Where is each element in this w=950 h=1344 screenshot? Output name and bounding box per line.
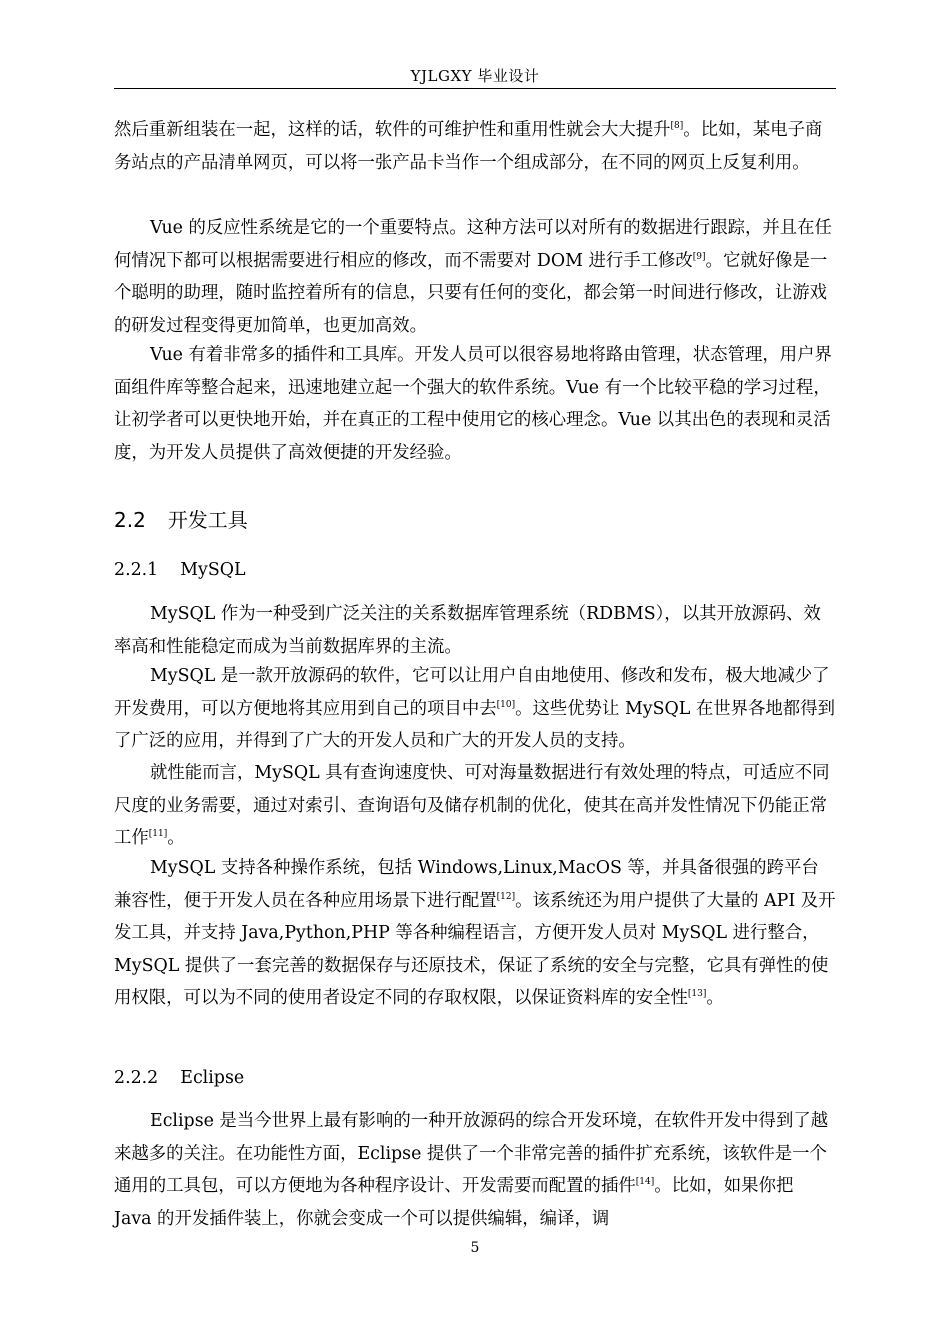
page-header-title: YJLGXY 毕业设计 xyxy=(410,67,540,85)
paragraph xyxy=(114,660,836,758)
citation: [12] xyxy=(496,891,516,902)
paragraph-text: 。比如，某电子商务站点的产品清单网页，可以将一张产品卡当作一个组成部分，在不同的网页上反复利用。 xyxy=(114,120,823,173)
paragraph-text: 。 xyxy=(167,828,185,849)
paragraph xyxy=(114,852,836,1015)
subsection-title: MySQL xyxy=(180,560,246,580)
paragraph-text: MySQL 支持各种操作系统，包括 Windows,Linux,MacOS 等，并具备很强的跨平台兼容性，便于开发人员在各种应用场景下进行配置 xyxy=(114,858,819,911)
citation: [10] xyxy=(496,699,516,710)
paragraph-text: 。它就好像是一个聪明的助理，随时监控着所有的信息，只要有任何的变化，都会第一时间进行修改，让游戏的研发过程变得更加简单，也更加高效。 xyxy=(114,250,828,336)
citation: [8] xyxy=(670,121,684,131)
paragraph-text: 。这些优势让 MySQL 在世界各地都得到了广泛的应用，并得到了广大的开发人员和广大的开发人员的支持。 xyxy=(114,698,835,752)
header-rule xyxy=(114,88,836,89)
paragraph xyxy=(114,212,836,342)
paragraph-text: 然后重新组装在一起，这样的话，软件的可维护性和重用性就会大大提升 xyxy=(114,120,671,140)
paragraph-text: 。 xyxy=(706,988,724,1009)
section-title: 开发工具 xyxy=(167,508,248,532)
paragraph xyxy=(114,1105,836,1235)
paragraph-text: 。比如，如果你把 Java 的开发插件装上，你就会变成一个可以提供编辑，编译，调 xyxy=(114,1176,794,1229)
paragraph-text: MySQL 是一款开放源码的软件，它可以让用户自由地使用、修改和发布，极大地减少了开发费用，可以方便地将其应用到自己的项目中去 xyxy=(114,666,830,719)
paragraph-text: 就性能而言，MySQL 具有查询速度快、可对海量数据进行有效处理的特点，可适应不同尺度的业务需要，通过对索引、查询语句及储存机制的优化，使其在高并发性情况下仍能正常工作 xyxy=(114,763,830,849)
section-number: 2.2 xyxy=(114,508,146,532)
subsection-heading-eclipse xyxy=(114,1064,244,1092)
page-number: 5 xyxy=(470,1240,480,1256)
citation: [9] xyxy=(692,251,706,262)
paragraph-text: MySQL 作为一种受到广泛关注的关系数据库管理系统（RDBMS），以其开放源码、效率高和性能稳定而成为当前数据库界的主流。 xyxy=(114,604,821,657)
citation: [14] xyxy=(635,1177,655,1188)
citation: [11] xyxy=(148,829,168,840)
paragraph-text: Vue 的反应性系统是它的一个重要特点。这种方法可以对所有的数据进行跟踪，并且在任何情况下都可以根据需要进行相应的修改，而不需要对 DOM 进行手工修改 xyxy=(114,218,832,271)
subsection-heading-mysql xyxy=(114,556,246,584)
paragraph-text: Vue 有着非常多的插件和工具库。开发人员可以很容易地将路由管理，状态管理，用户界面组件库等整合起来，迅速地建立起一个强大的软件系统。Vue 有一个比较平稳的学习过程，让初学者可以更快地开始，并在真正的工程中使用它的核心理念。Vue 以其出色的表现和灵活度，为开发人员提供了高效便捷的开发经验。 xyxy=(114,345,832,463)
subsection-title: Eclipse xyxy=(180,1068,245,1088)
citation: [13] xyxy=(687,989,707,1000)
subsection-number: 2.2.1 xyxy=(114,560,159,580)
paragraph-text: Eclipse 是当今世界上最有影响的一种开放源码的综合开发环境，在软件开发中得到了越来越多的关注。在功能性方面，Eclipse 提供了一个非常完善的插件扩充系统，该软件是一个通用的工具包，可以方便地为各种程序设计、开发需要而配置的插件 xyxy=(114,1111,829,1197)
paragraph xyxy=(114,757,836,855)
paragraph xyxy=(114,339,836,469)
subsection-number: 2.2.2 xyxy=(114,1068,159,1088)
section-heading xyxy=(114,505,248,535)
paragraph-text: 。该系统还为用户提供了大量的 API 及开发工具，并支持 Java,Python,PHP 等各种编程语言，方便开发人员对 MySQL 进行整合，MySQL 提供了一套完善的数据保存与还原技术，保证了系统的安全与完整，它具有弹性的使用权限，可以为不同的使用者设定不同的存取权限，以保证资料库的安全性 xyxy=(114,890,836,1009)
paragraph xyxy=(114,598,836,663)
paragraph xyxy=(114,114,836,179)
